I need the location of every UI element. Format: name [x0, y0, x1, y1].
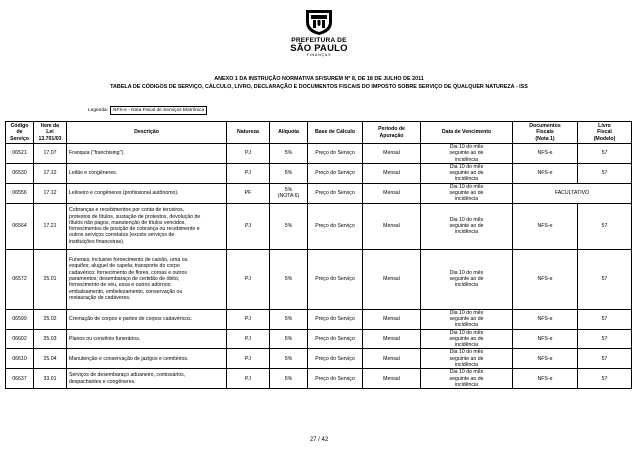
- tax-rate-line: 5%: [284, 150, 293, 157]
- due-date-line: seguinte ao de: [449, 223, 484, 230]
- column-header-text: Livro: [598, 123, 611, 130]
- fiscal-documents: NFS-e: [513, 309, 578, 329]
- calculation-base: Preço do Serviço: [308, 309, 363, 329]
- column-header-text: Natureza: [237, 129, 259, 136]
- law-item: 33.01: [34, 369, 67, 389]
- due-date: [421, 183, 513, 203]
- due-date-line: seguinte ao de: [449, 150, 484, 157]
- nature: PJ: [227, 249, 270, 309]
- column-header: [363, 122, 421, 144]
- service-description-line: paramentos; desembaraço de certidão de óbito;: [69, 276, 180, 283]
- fiscal-book: 57: [578, 249, 632, 309]
- tax-rate-line: 5%: [284, 355, 293, 362]
- tax-rate: [270, 349, 308, 369]
- assessment-period: Mensal: [363, 369, 421, 389]
- table-row: [6, 309, 632, 329]
- column-header-text: Data de Vencimento: [441, 129, 492, 136]
- fiscal-book: 57: [578, 369, 632, 389]
- column-header-text: (Modelo): [593, 135, 616, 142]
- nature: PJ: [227, 163, 270, 183]
- service-code: 06564: [6, 203, 34, 249]
- due-date: [421, 369, 513, 389]
- calculation-base: Preço do Serviço: [308, 249, 363, 309]
- service-description: [67, 183, 227, 203]
- column-header: [227, 122, 270, 144]
- service-description-line: Planos ou convênio funerários.: [69, 335, 141, 342]
- document-title: ANEXO 1 DA INSTRUÇÃO NORMATIVA SF/SUREM Nº 8, DE 18 DE JULHO DE 2011: [214, 76, 424, 82]
- prefeitura-logo: [284, 8, 354, 70]
- table-row: [6, 183, 632, 203]
- column-header-text: Base de Cálculo: [314, 129, 356, 136]
- law-item: 25.03: [34, 329, 67, 349]
- due-date-line: Dia 10 do mês: [449, 329, 484, 336]
- table-row: [6, 369, 632, 389]
- due-date-line: Dia 10 do mês: [449, 309, 484, 316]
- calculation-base: Preço do Serviço: [308, 203, 363, 249]
- logo-line-2: SÃO PAULO: [290, 43, 348, 54]
- due-date-line: seguinte ao de: [449, 355, 484, 362]
- tax-rate: [270, 144, 308, 164]
- service-codes-table: [5, 121, 632, 389]
- service-description-line: despachantes e congêneres.: [69, 378, 136, 385]
- fiscal-documents: NFS-e: [513, 369, 578, 389]
- legend-value: NFS-e - Nota Fiscal de Serviços Eletrônica: [110, 106, 207, 115]
- column-header-text: (Nota 1): [535, 135, 555, 142]
- service-description: [67, 203, 227, 249]
- column-header-text: Lei: [46, 129, 54, 136]
- service-description-line: fornecimento de véu, essa e outros adornos;: [69, 282, 172, 289]
- column-header: [34, 122, 67, 144]
- column-header-text: Fiscais: [536, 129, 554, 136]
- column-header: [308, 122, 363, 144]
- assessment-period: Mensal: [363, 163, 421, 183]
- column-header-text: Fiscal: [597, 129, 612, 136]
- due-date-line: Dia 10 do mês: [449, 349, 484, 356]
- due-date-line: seguinte ao de: [449, 276, 484, 283]
- city-coat-of-arms-icon: [304, 8, 334, 36]
- due-date-line: Dia 10 do mês: [449, 369, 484, 376]
- tax-rate: [270, 203, 308, 249]
- fiscal-book: 57: [578, 163, 632, 183]
- due-date: [421, 309, 513, 329]
- tax-rate: [270, 249, 308, 309]
- column-header-text: Serviço: [10, 135, 29, 142]
- nature: PJ: [227, 349, 270, 369]
- column-header: [6, 122, 34, 144]
- nature: PJ: [227, 369, 270, 389]
- due-date-line: incidência: [454, 381, 479, 388]
- due-date-line: seguinte ao de: [449, 190, 484, 197]
- nature: PF: [227, 183, 270, 203]
- calculation-base: Preço do Serviço: [308, 329, 363, 349]
- column-header-text: Descrição: [134, 129, 159, 136]
- due-date: [421, 163, 513, 183]
- service-description-line: embalsamento, embelezamento, conservação ou: [69, 288, 183, 295]
- service-code: 06599: [6, 309, 34, 329]
- due-date-line: incidência: [454, 196, 479, 203]
- assessment-period: Mensal: [363, 249, 421, 309]
- service-description-line: Serviços de desembaraço aduaneiro, comissários,: [69, 372, 186, 379]
- tax-rate: [270, 369, 308, 389]
- column-header: [578, 122, 632, 144]
- due-date: [421, 249, 513, 309]
- tax-rate-line: 5%: [284, 223, 293, 230]
- fiscal-book: 57: [578, 349, 632, 369]
- fiscal-book: 57: [578, 203, 632, 249]
- service-code: 06521: [6, 144, 34, 164]
- tax-rate: [270, 309, 308, 329]
- table-row: [6, 163, 632, 183]
- due-date-line: incidência: [454, 176, 479, 183]
- due-date: [421, 203, 513, 249]
- due-date-line: incidência: [454, 282, 479, 289]
- tax-rate: [270, 183, 308, 203]
- fiscal-documents: NFS-e: [513, 249, 578, 309]
- column-header: [67, 122, 227, 144]
- column-header-text: Alíquota: [278, 129, 299, 136]
- service-description: [67, 369, 227, 389]
- table-row: [6, 249, 632, 309]
- due-date-line: incidência: [454, 229, 479, 236]
- column-header-text: de: [16, 129, 23, 136]
- due-date-line: seguinte ao de: [449, 335, 484, 342]
- calculation-base: Preço do Serviço: [308, 144, 363, 164]
- tax-rate-line: 5%: [284, 170, 293, 177]
- calculation-base: Preço do Serviço: [308, 163, 363, 183]
- due-date-line: incidência: [454, 322, 479, 329]
- column-header-text: Código: [10, 123, 29, 130]
- service-description-line: protestos de títulos, sustação de protestos, devolução de: [69, 213, 201, 220]
- service-description: [67, 329, 227, 349]
- service-description: [67, 349, 227, 369]
- due-date-line: Dia 10 do mês: [449, 144, 484, 150]
- tax-rate-line: 5%: [284, 276, 293, 283]
- service-description-line: restauração de cadáveres.: [69, 294, 131, 301]
- calculation-base: Preço do Serviço: [308, 183, 363, 203]
- due-date-line: Dia 10 do mês: [449, 183, 484, 190]
- service-code: 06610: [6, 349, 34, 369]
- fiscal-documents: NFS-e: [513, 144, 578, 164]
- service-code: 06572: [6, 249, 34, 309]
- law-item: 25.04: [34, 349, 67, 369]
- service-description-line: títulos não pagos, manutenção de títulos vencidos,: [69, 219, 186, 226]
- column-header-text: 13.701/03: [38, 135, 62, 142]
- due-date-line: seguinte ao de: [449, 170, 484, 177]
- service-description-line: Cobranças e recebimentos por conta de terceiros,: [69, 207, 185, 214]
- calculation-base: Preço do Serviço: [308, 369, 363, 389]
- service-description-line: Franquia ("franchising").: [69, 150, 125, 157]
- assessment-period: Mensal: [363, 349, 421, 369]
- table-row: [6, 329, 632, 349]
- nature: PJ: [227, 144, 270, 164]
- due-date: [421, 144, 513, 164]
- due-date-line: seguinte ao de: [449, 315, 484, 322]
- assessment-period: Mensal: [363, 329, 421, 349]
- assessment-period: Mensal: [363, 183, 421, 203]
- service-code: 06602: [6, 329, 34, 349]
- service-description-line: Manutenção e conservação de jazigos e cemitérios.: [69, 355, 189, 362]
- service-code: 06637: [6, 369, 34, 389]
- tax-rate-line: (NOTA 6): [277, 193, 300, 200]
- column-header: [270, 122, 308, 144]
- law-item: 25.01: [34, 249, 67, 309]
- service-description: [67, 163, 227, 183]
- due-date-line: incidência: [454, 342, 479, 349]
- nature: PJ: [227, 309, 270, 329]
- assessment-period: Mensal: [363, 309, 421, 329]
- fiscal-book: 57: [578, 329, 632, 349]
- column-header-text: Apuração: [379, 132, 404, 139]
- assessment-period: Mensal: [363, 144, 421, 164]
- service-description-line: outros serviços correlatos (exceto serviços de: [69, 232, 175, 239]
- service-description-line: Leiloeiro e congêneres (profissional autônomo).: [69, 190, 179, 197]
- fiscal-documents: NFS-e: [513, 349, 578, 369]
- column-header-text: Período de: [378, 126, 405, 133]
- due-date-line: incidência: [454, 156, 479, 163]
- service-description: [67, 144, 227, 164]
- table-header-row: [6, 122, 632, 144]
- column-header-text: Item da: [40, 123, 60, 130]
- law-item: 17.21: [34, 203, 67, 249]
- service-description-line: Leilão e congêneres.: [69, 170, 118, 177]
- tax-rate-line: 5%: [284, 375, 293, 382]
- law-item: 17.07: [34, 144, 67, 164]
- service-description-line: esquifes; aluguel de capela; transporte do corpo: [69, 263, 180, 270]
- page-number: 27 / 42: [309, 437, 329, 443]
- tax-rate-line: 5%: [284, 186, 293, 193]
- tax-rate: [270, 163, 308, 183]
- calculation-base: Preço do Serviço: [308, 349, 363, 369]
- due-date: [421, 329, 513, 349]
- logo-line-1: PREFEITURA DE: [291, 37, 347, 44]
- legend: [88, 106, 207, 115]
- due-date-line: Dia 10 do mês: [449, 216, 484, 223]
- due-date: [421, 349, 513, 369]
- table-row: [6, 203, 632, 249]
- due-date-line: Dia 10 do mês: [449, 269, 484, 276]
- fiscal-book: 57: [578, 309, 632, 329]
- service-code: 06530: [6, 163, 34, 183]
- column-header: [513, 122, 578, 144]
- nature: PJ: [227, 329, 270, 349]
- service-description-line: Funerais, inclusive fornecimento de caixão, urna ou: [69, 257, 188, 264]
- assessment-period: Mensal: [363, 203, 421, 249]
- document-subtitle: TABELA DE CÓDIGOS DE SERVIÇO, CÁLCULO, LIVRO, DECLARAÇÃO E DOCUMENTOS FISCAIS DO IMPOSTO SOBRE SERVIÇO DE QUALQUER NATUREZA - ISS: [110, 84, 528, 90]
- service-description: [67, 249, 227, 309]
- tax-rate-line: 5%: [284, 335, 293, 342]
- service-description-line: instituições financeiras).: [69, 238, 125, 245]
- table-row: [6, 349, 632, 369]
- fiscal-documents: NFS-e: [513, 203, 578, 249]
- fiscal-documents: NFS-e: [513, 163, 578, 183]
- tax-rate-line: 5%: [284, 315, 293, 322]
- law-item: 17.12: [34, 163, 67, 183]
- fiscal-docs-merged: FACULTATIVO: [513, 183, 632, 203]
- fiscal-book: 57: [578, 144, 632, 164]
- due-date-line: seguinte ao de: [449, 375, 484, 382]
- logo-line-3: FINANÇAS: [306, 53, 332, 57]
- service-description-line: cadavérico; fornecimento de flores, coroas e outros: [69, 269, 187, 276]
- service-description-line: Cremação de corpos e partes de corpos cadavéricos.: [69, 315, 193, 322]
- service-code: 06556: [6, 183, 34, 203]
- nature: PJ: [227, 203, 270, 249]
- law-item: 25.02: [34, 309, 67, 329]
- service-description: [67, 309, 227, 329]
- due-date-line: Dia 10 do mês: [449, 163, 484, 170]
- tax-rate: [270, 329, 308, 349]
- legend-label: Legenda:: [88, 108, 109, 113]
- column-header: [421, 122, 513, 144]
- law-item: 17.12: [34, 183, 67, 203]
- service-description-line: fornecimentos de posição de cobrança ou recebimento e: [69, 226, 200, 233]
- due-date-line: incidência: [454, 362, 479, 369]
- table-row: [6, 144, 632, 164]
- fiscal-documents: NFS-e: [513, 329, 578, 349]
- column-header-text: Documentos: [529, 123, 561, 130]
